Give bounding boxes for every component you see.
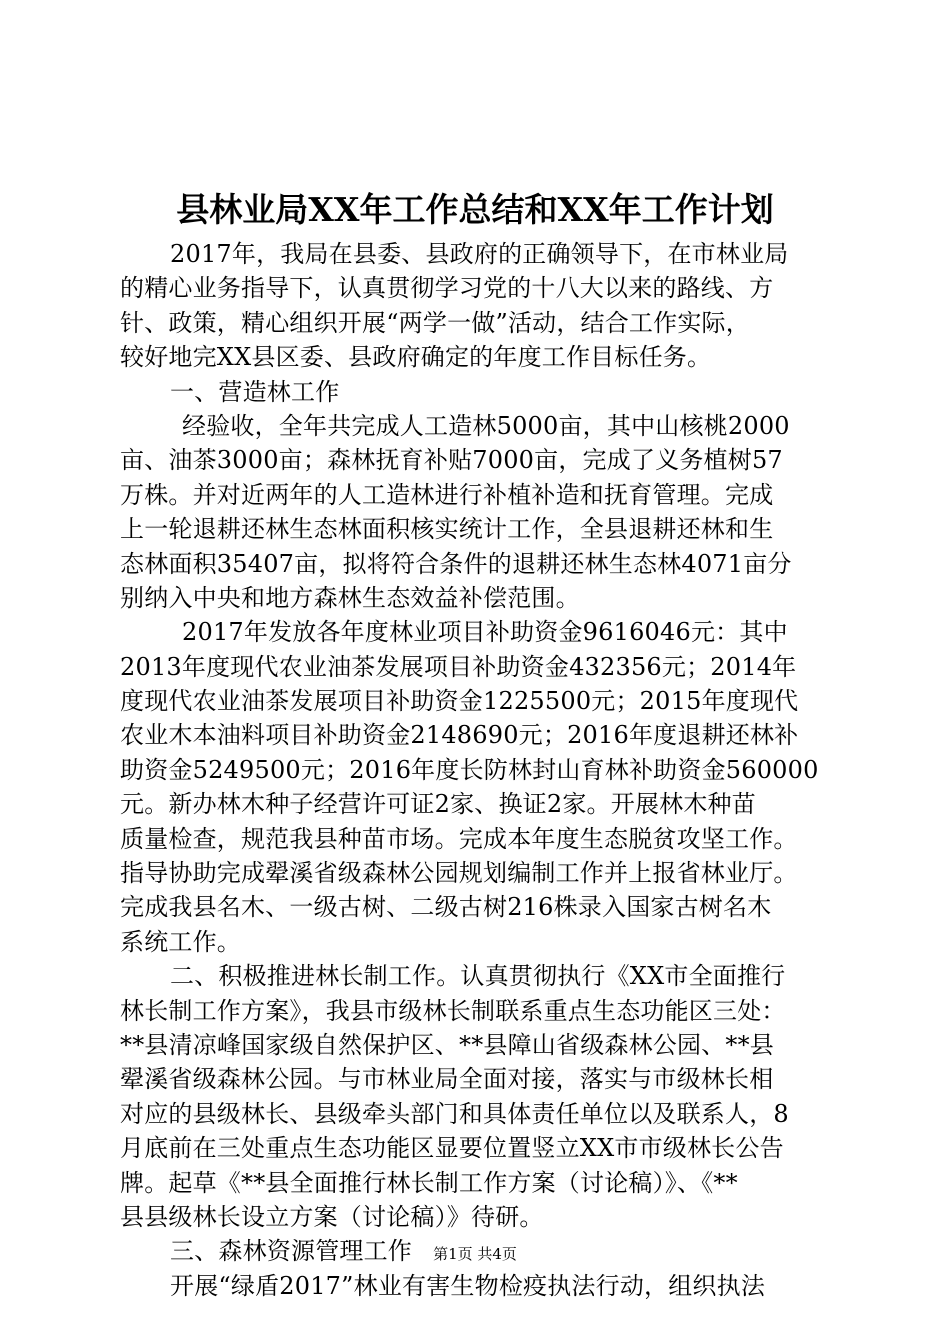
body-line: 开展“绿盾2017”林业有害生物检疫执法行动，组织执法 (170, 1271, 766, 1300)
body-line: 助资金5249500元；2016年度长防林封山育林补助资金560000 (120, 755, 819, 784)
section-heading: 二、积极推进林长制工作。认真贯彻执行《XX市全面推行 (170, 962, 786, 991)
body-line: 县县级林长设立方案（讨论稿）》待研。 (120, 1202, 544, 1231)
body-line: 较好地完XX县区委、县政府确定的年度工作目标任务。 (120, 343, 712, 372)
body-line: 万株。并对近两年的人工造林进行补植补造和抚育管理。完成 (120, 480, 774, 509)
body-line: 上一轮退耕还林生态林面积核实统计工作，全县退耕还林和生 (120, 515, 774, 544)
body-line: 质量检查，规范我县种苗市场。完成本年度生态脱贫攻坚工作。 (120, 824, 798, 853)
body-line: 经验收，全年共完成人工造林5000亩，其中山核桃2000 (182, 411, 790, 440)
body-line: 完成我县名木、一级古树、二级古树216株录入国家古树名木 (120, 893, 772, 922)
section-heading: 一、营造林工作 (170, 377, 340, 406)
body-line: 对应的县级林长、县级牵头部门和具体责任单位以及联系人，8 (120, 1099, 789, 1128)
body-line: 别纳入中央和地方森林生态效益补偿范围。 (120, 583, 580, 612)
body-line: 翚溪省级森林公园。与市林业局全面对接，落实与市级林长相 (120, 1065, 774, 1094)
body-line: 指导协助完成翚溪省级森林公园规划编制工作并上报省林业厅。 (120, 859, 798, 888)
body-line: 2017年，我局在县委、县政府的正确领导下，在市林业局 (170, 240, 789, 268)
body-line: 林长制工作方案》，我县市级林长制联系重点生态功能区三处： (120, 996, 786, 1025)
page-footer: 第1页 共4页 (433, 1245, 517, 1263)
document-body (120, 237, 832, 1303)
section-heading: 三、森林资源管理工作 (170, 1237, 412, 1266)
body-line: 针、政策，精心组织开展“两学一做”活动，结合工作实际， (120, 308, 750, 337)
body-line: 态林面积35407亩，拟将符合条件的退耕还林生态林4071亩分 (120, 549, 792, 578)
body-line: 系统工作。 (120, 927, 241, 956)
body-line: 度现代农业油茶发展项目补助资金1225500元；2015年度现代 (120, 687, 799, 716)
body-line: 元。新办林木种子经营许可证2家、换证2家。开展林木种苗 (120, 790, 756, 819)
body-line: 2017年发放各年度林业项目补助资金9616046元：其中 (182, 618, 788, 647)
body-line: **县清凉峰国家级自然保护区、**县障山省级森林公园、**县 (120, 1030, 774, 1059)
document-title: 县林业局XX年工作总结和XX年工作计划 (176, 190, 774, 229)
body-line: 2013年度现代农业油茶发展项目补助资金432356元；2014年 (120, 652, 797, 681)
body-line: 牌。起草《**县全面推行林长制工作方案（讨论稿）》、《** (120, 1168, 738, 1197)
body-line: 月底前在三处重点生态功能区显要位置竖立XX市市级林长公告 (120, 1134, 784, 1163)
body-line: 农业木本油料项目补助资金2148690元；2016年度退耕还林补 (120, 721, 799, 750)
body-line: 亩、油茶3000亩；森林抚育补贴7000亩，完成了义务植树57 (120, 446, 783, 475)
body-line: 的精心业务指导下，认真贯彻学习党的十八大以来的路线、方 (120, 274, 774, 303)
